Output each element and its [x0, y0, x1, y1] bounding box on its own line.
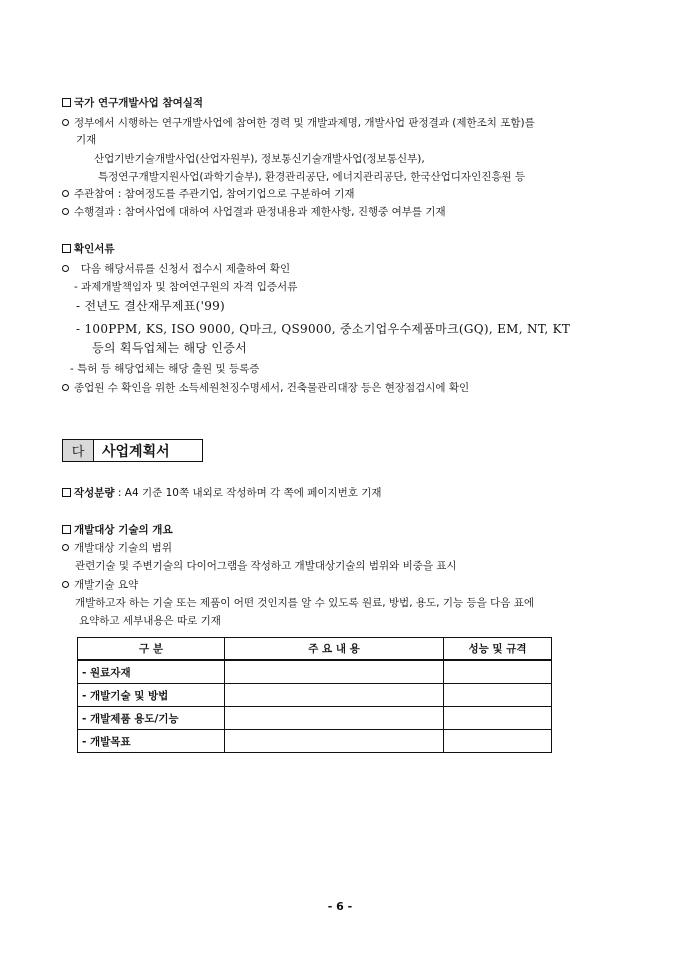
- checkbox-square-icon: [62, 98, 71, 107]
- table-row: [78, 660, 552, 684]
- table-header-cell: 구 분: [78, 638, 225, 661]
- sub-list-item: 특정연구개발지원사업(과학기술부), 환경관리공단, 에너지관리공단, 한국산업디자인진흥원 등: [98, 171, 526, 183]
- table-row-label: - 원료자재: [78, 660, 225, 684]
- table-row: [78, 684, 552, 707]
- circle-bullet-icon: [62, 190, 69, 197]
- circle-bullet-icon: [62, 208, 69, 215]
- table-cell: [444, 684, 552, 707]
- list-item: 개발기술 요약: [62, 578, 138, 592]
- table-row: [78, 730, 552, 753]
- table-row-label: - 개발목표: [78, 730, 225, 753]
- section-header: [62, 439, 203, 462]
- list-item: 다음 해당서류를 신청서 접수시 제출하여 확인: [62, 262, 290, 276]
- table-row-label: - 개발제품 용도/기능: [78, 707, 225, 730]
- checkbox-square-icon: [62, 488, 71, 497]
- section-number: 다: [63, 440, 94, 461]
- list-item-text-continued: 요약하고 세부내용은 따로 기재: [79, 615, 221, 627]
- circle-bullet-icon: [62, 265, 69, 272]
- table-header-row: [78, 638, 552, 661]
- list-item-text: 개발하고자 하는 기술 또는 제품이 어떤 것인지를 알 수 있도록 원료, 방법, 용도, 기능 등을 다음 표에: [75, 597, 534, 609]
- circle-bullet-icon: [62, 544, 69, 551]
- table-cell: [225, 684, 444, 707]
- sub-list-item: - 100PPM, KS, ISO 9000, Q마크, QS9000, 중소기업우수제품마크(GQ), EM, NT, KT: [76, 322, 571, 336]
- page-number: - 6 -: [327, 900, 353, 913]
- list-item-continued: 기재: [76, 134, 97, 146]
- table-cell: [444, 707, 552, 730]
- table-cell: [225, 707, 444, 730]
- table-cell: [444, 730, 552, 753]
- table-cell: [225, 660, 444, 684]
- circle-bullet-icon: [62, 581, 69, 588]
- circle-bullet-icon: [62, 384, 69, 391]
- list-item-text: 관련기술 및 주변기술의 다이어그램을 작성하고 개발대상기술의 범위와 비중을 표시: [75, 560, 457, 572]
- sub-list-item-continued: 등의 획득업체는 해당 인증서: [92, 341, 248, 355]
- checkbox-square-icon: [62, 244, 71, 253]
- volume-line: 작성분량 : A4 기준 10쪽 내외로 작성하며 각 쪽에 페이지번호 기재: [62, 486, 382, 500]
- section-heading-documents: 확인서류: [62, 242, 115, 256]
- checkbox-square-icon: [62, 525, 71, 534]
- table-cell: [225, 730, 444, 753]
- sub-list-item: - 전년도 결산재무제표('99): [76, 299, 226, 313]
- sub-list-item: - 특허 등 해당업체는 해당 출원 및 등록증: [70, 363, 260, 375]
- table-row-label: - 개발기술 및 방법: [78, 684, 225, 707]
- table-header-cell: 성능 및 규격: [444, 638, 552, 661]
- list-item: 주관참여 : 참여정도를 주관기업, 참여기업으로 구분하여 기재: [62, 187, 354, 201]
- table-header-cell: 주 요 내 용: [225, 638, 444, 661]
- table-row: [78, 707, 552, 730]
- tech-summary-table: [77, 637, 552, 753]
- list-item: 개발대상 기술의 범위: [62, 541, 172, 555]
- circle-bullet-icon: [62, 119, 69, 126]
- sub-list-item: 산업기반기술개발사업(산업자원부), 정보통신기술개발사업(정보통신부),: [94, 153, 425, 165]
- table-cell: [444, 660, 552, 684]
- section-heading-national-project: 국가 연구개발사업 참여실적: [62, 96, 203, 110]
- section-heading-overview: 개발대상 기술의 개요: [62, 523, 173, 537]
- list-item: 정부에서 시행하는 연구개발사업에 참여한 경력 및 개발과제명, 개발사업 판정결과 (제한조치 포함)를: [62, 116, 535, 130]
- sub-list-item: - 과제개발책임자 및 참여연구원의 자격 입증서류: [74, 281, 298, 293]
- list-item: 종업원 수 확인을 위한 소득세원천징수명세서, 건축물관리대장 등은 현장점검시에 확인: [62, 381, 469, 395]
- list-item: 수행결과 : 참여사업에 대하여 사업결과 판정내용과 제한사항, 진행중 여부를 기재: [62, 205, 446, 219]
- section-title: 사업계획서: [102, 443, 170, 460]
